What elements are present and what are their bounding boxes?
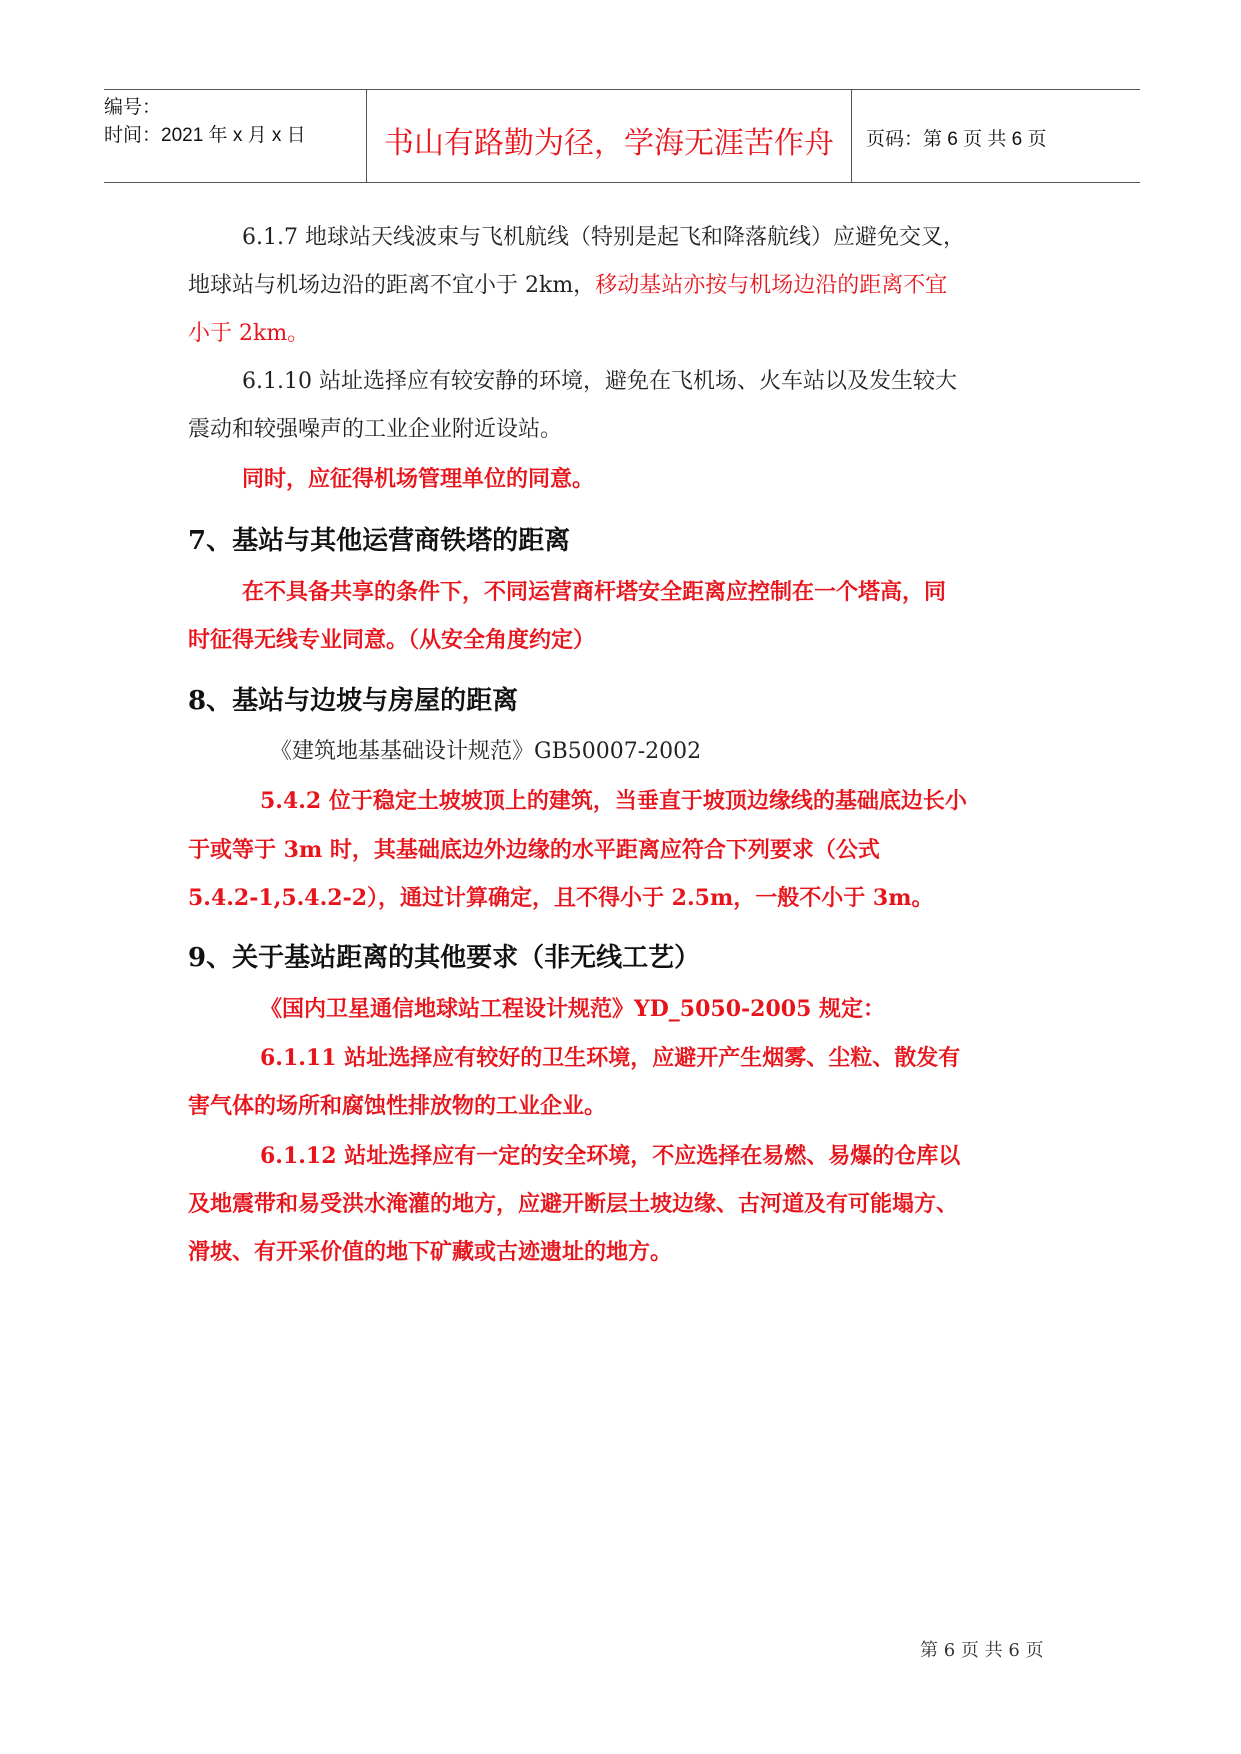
document-time-label: 时间：2021 年 x 月 x 日 [104, 125, 306, 146]
paragraph-6-1-12-line1: 6.1.12 站址选择应有一定的安全环境，不应选择在易燃、易爆的仓库以 [260, 1143, 961, 1169]
paragraph-6-1-10-line1: 6.1.10 站址选择应有较安静的环境，避免在飞机场、火车站以及发生较大 [242, 369, 957, 394]
paragraph-6-1-7-line2-red: 移动基站亦按与机场边沿的距离不宜 [595, 273, 948, 298]
header-motto-cell [367, 90, 852, 182]
paragraph-6-1-12-line3: 滑坡、有开采价值的地下矿藏或古迹遗址的地方。 [188, 1239, 673, 1265]
paragraph-airport-consent: 同时，应征得机场管理单位的同意。 [242, 466, 595, 492]
paragraph-6-1-7-line2-black: 地球站与机场边沿的距离不宜小于 2km， [188, 273, 596, 298]
heading-section-8: 8、基站与边坡与房屋的距离 [188, 686, 519, 716]
paragraph-6-1-11-line2: 害气体的场所和腐蚀性排放物的工业企业。 [188, 1093, 607, 1119]
paragraph-gb-standard: 《建筑地基基础设计规范》GB50007-2002 [270, 739, 702, 764]
paragraph-5-4-2-line2: 于或等于 3m 时，其基础底边外边缘的水平距离应符合下列要求（公式 [188, 837, 880, 863]
paragraph-6-1-7-line1: 6.1.7 地球站天线波束与飞机航线（特别是起飞和降落航线）应避免交叉， [242, 225, 965, 250]
paragraph-5-4-2-line1: 5.4.2 位于稳定土坡坡顶上的建筑，当垂直于坡顶边缘线的基础底边长小 [260, 788, 967, 814]
header-motto: 书山有路勤为径，学海无涯苦作舟 [384, 126, 834, 161]
paragraph-section-7-line2: 时征得无线专业同意。（从安全角度约定） [188, 627, 596, 653]
paragraph-6-1-7-line3: 小于 2km。 [188, 321, 310, 346]
header-page-cell [852, 90, 1140, 182]
paragraph-6-1-11-line1: 6.1.11 站址选择应有较好的卫生环境，应避开产生烟雾、尘粒、散发有 [260, 1045, 961, 1071]
paragraph-5-4-2-line3: 5.4.2-1,5.4.2-2），通过计算确定，且不得小于 2.5m，一般不小于 3m。 [188, 885, 934, 911]
document-number-label: 编号： [104, 97, 162, 118]
header-page-label: 页码：第 6 页 共 6 页 [866, 129, 1047, 150]
heading-section-9: 9、关于基站距离的其他要求（非无线工艺） [188, 943, 701, 973]
paragraph-yd-standard: 《国内卫星通信地球站工程设计规范》YD_5050-2005 规定： [260, 996, 886, 1022]
heading-section-7: 7、基站与其他运营商铁塔的距离 [188, 526, 571, 556]
paragraph-6-1-12-line2: 及地震带和易受洪水淹灌的地方，应避开断层土坡边缘、古河道及有可能塌方、 [188, 1191, 959, 1217]
header-info-cell [104, 90, 367, 182]
page-header [104, 89, 1140, 183]
page-footer: 第 6 页 共 6 页 [920, 1640, 1044, 1661]
paragraph-6-1-7-line2 [188, 274, 947, 298]
paragraph-6-1-10-line2: 震动和较强噪声的工业企业附近设站。 [188, 417, 563, 442]
paragraph-section-7-line1: 在不具备共享的条件下，不同运营商杆塔安全距离应控制在一个塔高，同 [242, 579, 947, 605]
